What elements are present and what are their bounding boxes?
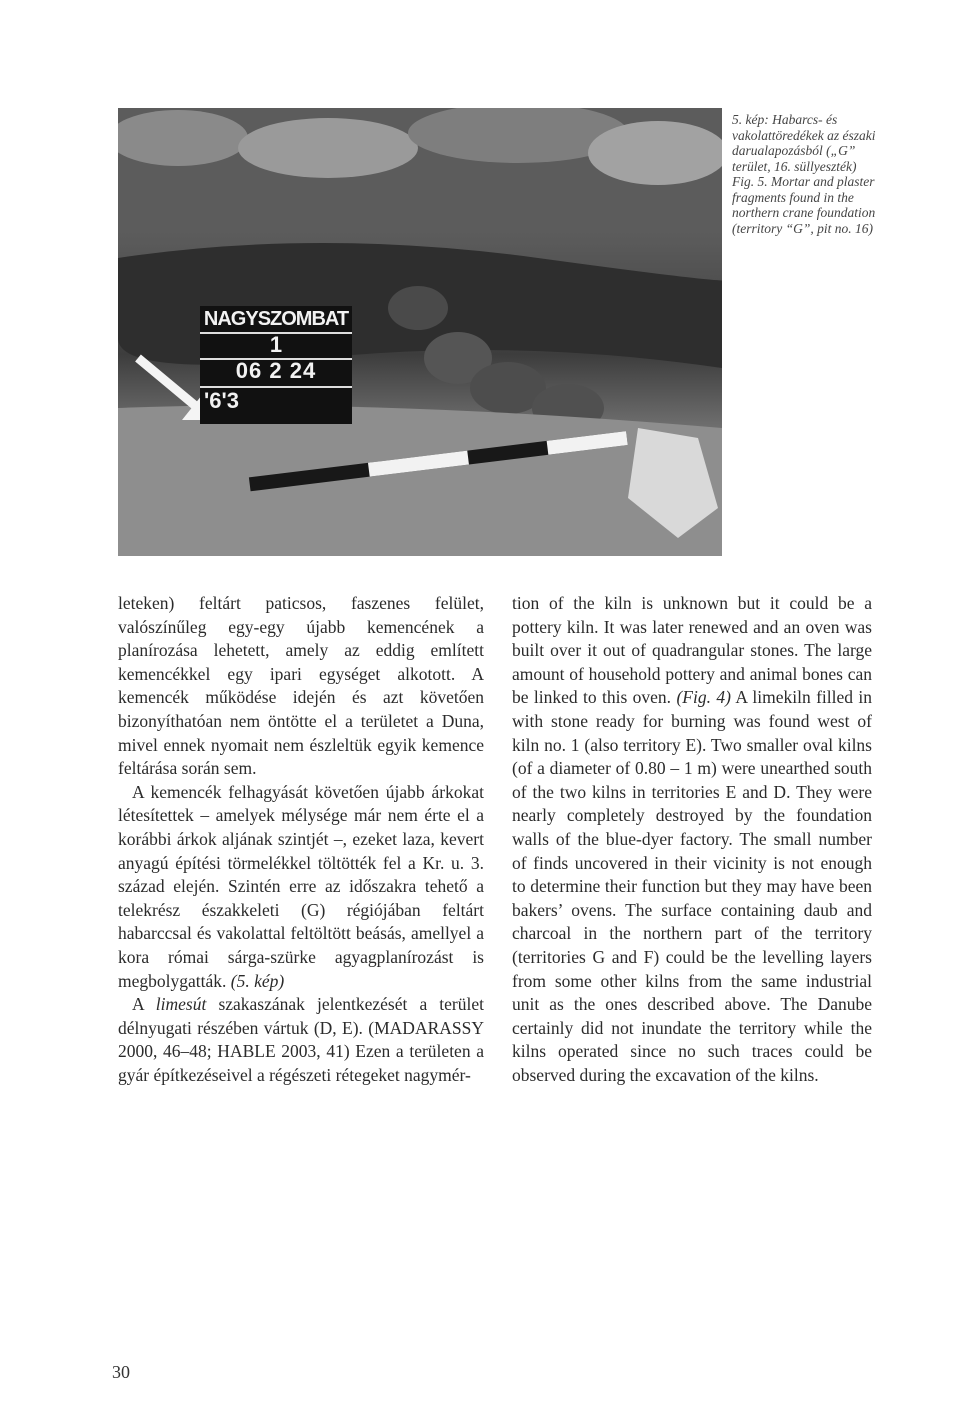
hu-paragraph-3-text: szakaszának jelentkezését a terület délnyugati részében vártuk (D, E). (MADARASSY 2000, 46–48; HABLE 2003, 41) Ezen a területen a gyár építkezéseivel a régészeti rétegeket nagymér-	[118, 994, 485, 1085]
site-label-date: 06 2 24	[235, 358, 317, 383]
site-label-name: NAGYSZOMBAT	[203, 308, 349, 330]
hu-paragraph-3-start: A	[132, 994, 144, 1015]
hu-limesut-term: limesút	[155, 994, 207, 1015]
en-paragraph-1-a: tion of the kiln is unknown but it could be a pottery kiln. It was later renewed and an oven was built over it out of quadrangular stones. The large amount of household pottery and animal bones can be linked to this oven.	[512, 593, 872, 708]
hu-paragraph-1: leteken) feltárt paticsos, faszenes felület, valószínűleg egy-egy újabb kemencének a planírozása lehetett, amely az eddig említett kemencékkel egy ipari egységet alkotott. A kemencék működése idején és azt követően bizonyíthatóan nem öntötte el a területet a Duna, mivel ennek nyomait nem észleltük egyik kemence feltárása során sem.	[118, 593, 484, 779]
hu-figure-ref: (5. kép)	[230, 970, 285, 991]
figure-caption	[732, 112, 882, 236]
en-paragraph-1	[512, 592, 872, 1087]
site-label-number: 1	[269, 332, 283, 357]
hu-paragraph-2-text: A kemencék felhagyását követően újabb árkokat létesítettek – amelyek mélysége már nem érte el a korábbi árkok aljának szintjét –, ezeket laza, kevert anyagú építési törmelékkel töltötték fel a Kr. u. 3. század elején. Szintén erre az időszakra tehető a telekrész északkeleti (G) régiójában feltárt habarccsal és vakolattal feltöltött beásás, amellyel a kora római sárga-szürke agyagplanírozást is megbolygatták.	[118, 781, 484, 991]
english-column	[512, 592, 872, 1087]
site-label-code: '6'3	[204, 388, 239, 413]
site-label-board	[200, 306, 352, 424]
hu-paragraph-3	[118, 993, 484, 1087]
en-paragraph-1-b: A limekiln filled in with stone ready for burning was found west of kiln no. 1 (also territory E). Two smaller oval kilns (of a diameter of 0.80 – 1 m) were unearthed south of the two kilns in territories E and D. They were nearly completely destroyed by the foundation walls of the blue-dyer factory. The small number of finds uncovered in their vicinity is not enough to determine their function but they may have been bakers’ ovens. The surface containing daub and charcoal in the northern part of the territory (territories G and F) could be the levelling layers from some other kilns from the same industrial unit as the ones described above. The Danube certainly did not inundate the territory while the kilns operated since no such traces could be observed during the excavation of the kilns.	[512, 687, 872, 1085]
page-number: 30	[112, 1362, 130, 1382]
en-figure-ref: (Fig. 4)	[676, 687, 731, 708]
caption-english: Fig. 5. Mortar and plaster fragments found in the northern crane foundation (territory “G”, pit no. 16)	[732, 174, 876, 236]
hu-paragraph-2	[118, 781, 484, 993]
hungarian-column	[118, 592, 484, 1087]
excavation-photo	[118, 108, 722, 556]
caption-hungarian: 5. kép: Habarcs- és vakolattöredékek az északi darualapozásból („G” terület, 16. süllyeszték)	[732, 112, 876, 174]
